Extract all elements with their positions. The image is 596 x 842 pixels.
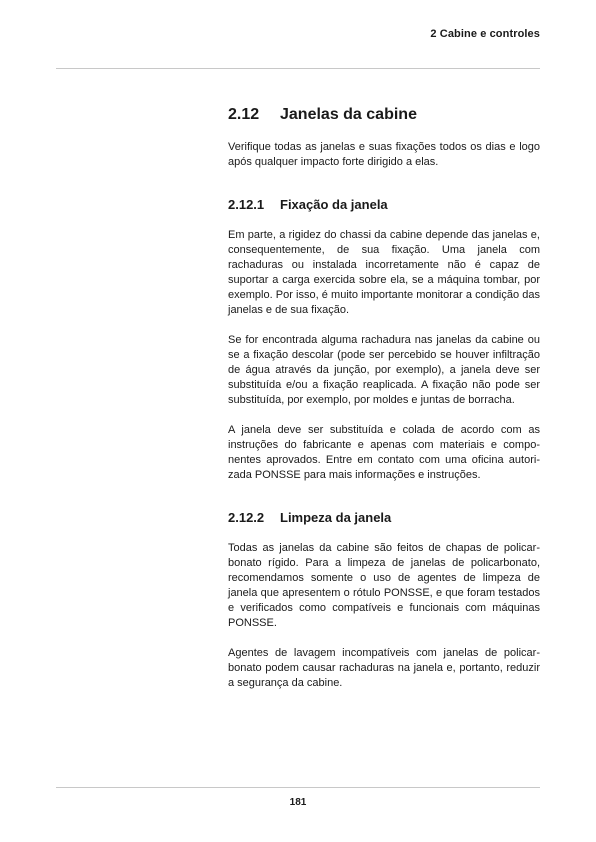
paragraph: Se for encontrada alguma rachadura nas janelas da cabine ou se a fixação descolar (pode ser percebido se houver infiltração de água através da junção, por exemplo), a janela deve ser substituída e/ou a fixação reaplicada. A fixação não pode ser substituída, por exemplo, por moldes e juntas de borracha. — [228, 334, 540, 406]
paragraph: Em parte, a rigidez do chassi da cabine depende das janelas e, consequentemente, de sua fixação. Uma janela com rachaduras ou instalada incorretamente não é capaz de suportar a carga exercida sobre ela, se a máquina tombar, por exemplo. Por isso, é muito importante monitorar a condição das janelas e de sua fixação. — [228, 229, 540, 316]
header-divider — [56, 68, 540, 69]
subsection-heading-fixacao — [228, 196, 540, 214]
section-intro: Verifique todas as janelas e suas fixações todos os dias e logo após qualquer impacto forte dirigido a elas. — [228, 141, 540, 168]
subsection-title: Fixação da janela — [280, 197, 388, 212]
running-header: 2 Cabine e controles — [430, 28, 540, 40]
subsection-title: Limpeza da janela — [280, 510, 392, 525]
section-title: Janelas da cabine — [280, 106, 417, 123]
spacer — [228, 185, 540, 196]
footer-divider — [56, 787, 540, 788]
paragraph: Agentes de lavagem incompatíveis com janelas de policarbonato podem causar rachaduras na janela e, portanto, reduzir a segurança da cabine. — [228, 647, 540, 689]
section-heading — [228, 104, 540, 126]
subsection-number: 2.12.1 — [228, 197, 265, 212]
spacer — [228, 498, 540, 509]
paragraph: A janela deve ser substituída e colada de acordo com as instruções do fabricante e apenas com materiais e componentes aprovados. Entre em contato com uma oficina autorizada PONSSE para mais informações e instruções. — [228, 424, 540, 481]
paragraph: Todas as janelas da cabine são feitos de chapas de policarbonato rígido. Para a limpeza de janelas de policarbonato, recomendamos somente o uso de agentes de limpeza de janela que apresentem o rótulo PONSSE, e que foram testados e verificados como compatíveis e funcionais com máquinas PONSSE. — [228, 542, 540, 629]
section-number: 2.12 — [228, 106, 260, 123]
page-number: 181 — [289, 797, 307, 808]
subsection-number: 2.12.2 — [228, 510, 265, 525]
page-content — [228, 104, 540, 706]
subsection-heading-limpeza — [228, 509, 540, 527]
